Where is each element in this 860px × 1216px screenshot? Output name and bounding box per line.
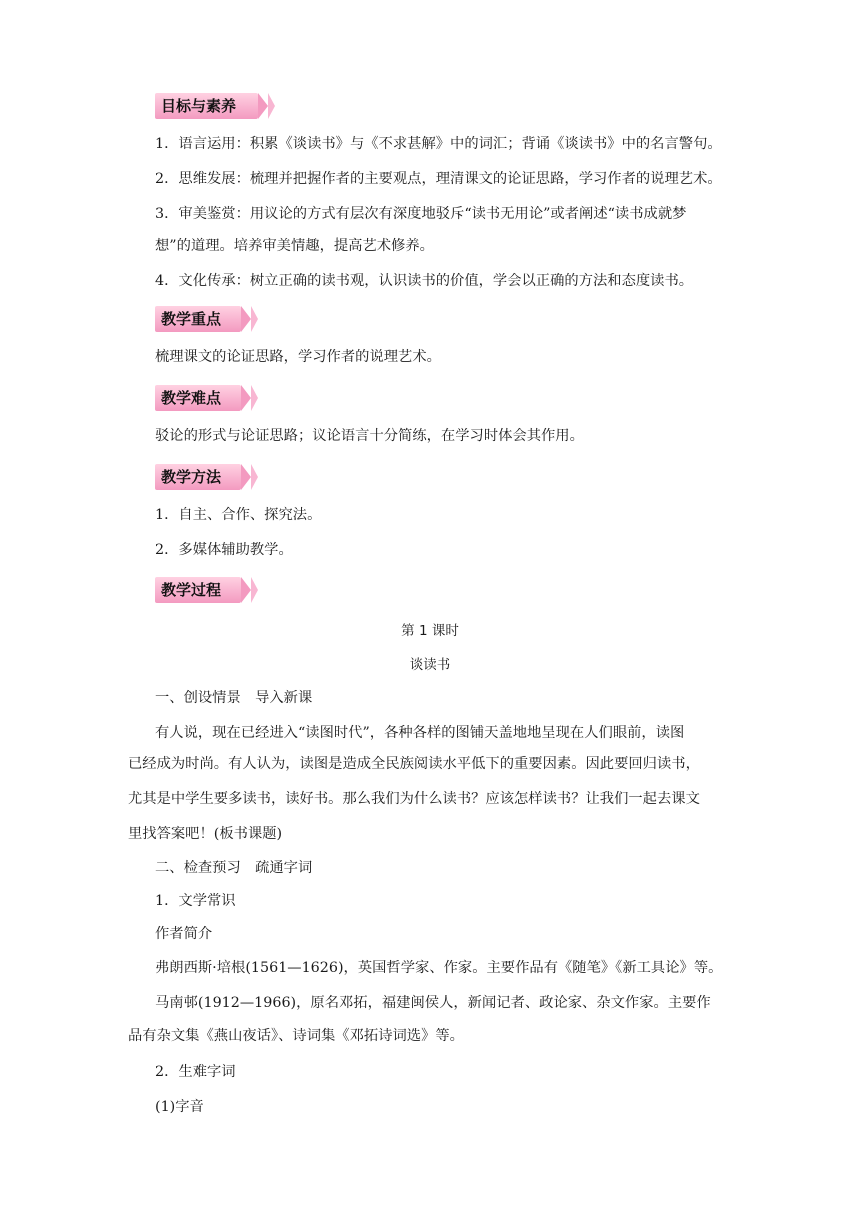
section-title: 教学过程 xyxy=(161,581,222,599)
process-line: 里找答案吧！(板书课题) xyxy=(128,826,283,842)
goal-item: 1．语言运用：积累《谈读书》与《不求甚解》中的词汇；背诵《谈读书》中的名言警句。 xyxy=(155,136,722,152)
goal-item: 想”的道理。培养审美情趣，提高艺术修养。 xyxy=(155,238,434,254)
section-header-process xyxy=(155,577,241,603)
process-line: 一、创设情景 导入新课 xyxy=(155,690,313,706)
section-header-goals xyxy=(155,93,258,119)
process-line: 已经成为时尚。有人认为，读图是造成全民族阅读水平低下的重要因素。因此要回归读书， xyxy=(128,756,700,772)
key-points-text: 梳理课文的论证思路，学习作者的说理艺术。 xyxy=(155,349,441,365)
process-line: 作者简介 xyxy=(155,926,213,942)
process-line: 尤其是中学生要多读书，读好书。那么我们为什么读书？应该怎样读书？让我们一起去课文 xyxy=(128,791,700,807)
process-line: 品有杂文集《燕山夜话》、诗词集《邓拓诗词选》等。 xyxy=(128,1028,464,1044)
chevron-right-icon xyxy=(258,93,268,119)
section-header-methods xyxy=(155,464,241,490)
process-line: (1)字音 xyxy=(155,1099,204,1115)
lesson-number: 第 1 课时 xyxy=(401,623,459,639)
section-title: 目标与素养 xyxy=(161,97,237,115)
chevron-right-icon xyxy=(241,577,251,603)
chevron-right-icon xyxy=(241,464,251,490)
process-line: 弗朗西斯·培根(1561—1626)，英国哲学家、作家。主要作品有《随笔》《新工具论》等。 xyxy=(155,960,723,976)
lesson-title: 谈读书 xyxy=(409,657,451,673)
process-line: 2．生难字词 xyxy=(155,1064,236,1080)
chevron-right-icon xyxy=(251,577,258,603)
chevron-right-icon xyxy=(251,306,258,332)
chevron-right-icon xyxy=(241,306,251,332)
method-item: 2．多媒体辅助教学。 xyxy=(155,542,293,558)
section-header-key-points xyxy=(155,306,241,332)
section-title: 教学重点 xyxy=(161,310,222,328)
goal-item: 2．思维发展：梳理并把握作者的主要观点，理清课文的论证思路，学习作者的说理艺术。 xyxy=(155,171,722,187)
section-title: 教学难点 xyxy=(161,389,222,407)
chevron-right-icon xyxy=(251,464,258,490)
goal-item: 3．审美鉴赏：用议论的方式有层次有深度地驳斥“读书无用论”或者阐述“读书成就梦 xyxy=(155,206,687,222)
section-header-difficulties xyxy=(155,385,241,411)
chevron-right-icon xyxy=(241,385,251,411)
chevron-right-icon xyxy=(251,385,258,411)
process-line: 有人说，现在已经进入“读图时代”，各种各样的图铺天盖地地呈现在人们眼前，读图 xyxy=(155,725,685,741)
difficulties-text: 驳论的形式与论证思路；议论语言十分简练，在学习时体会其作用。 xyxy=(155,428,584,444)
goal-item: 4．文化传承：树立正确的读书观，认识读书的价值，学会以正确的方法和态度读书。 xyxy=(155,273,694,289)
method-item: 1．自主、合作、探究法。 xyxy=(155,507,322,523)
process-line: 马南邨(1912—1966)，原名邓拓，福建闽侯人，新闻记者、政论家、杂文作家。主要作 xyxy=(155,995,711,1011)
chevron-right-icon xyxy=(268,93,275,119)
section-title: 教学方法 xyxy=(161,468,222,486)
process-line: 1．文学常识 xyxy=(155,893,236,909)
process-line: 二、检查预习 疏通字词 xyxy=(155,860,313,876)
